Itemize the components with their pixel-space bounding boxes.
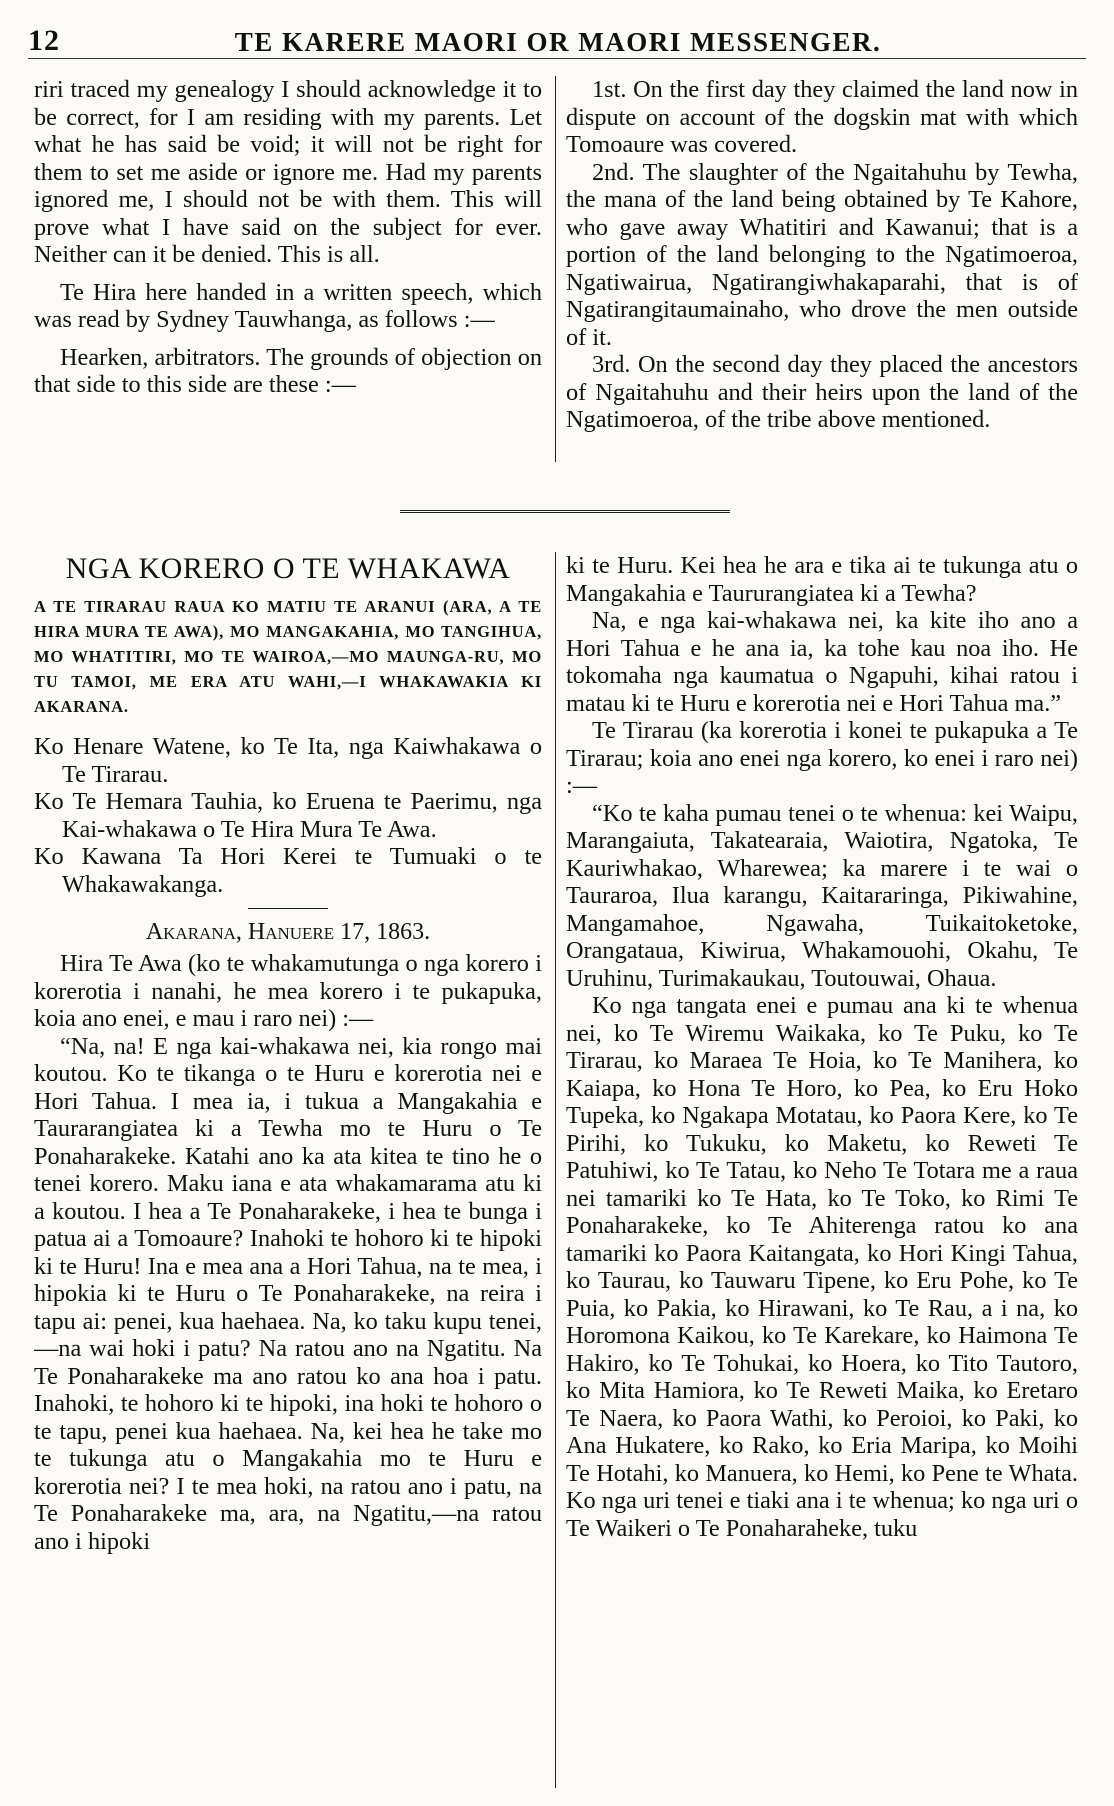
written-speech-paragraph: Te Hira here handed in a written speech, which was read by Sydney Tauwhanga, as follows :— [34,278,542,333]
top-column-divider [555,76,556,462]
top-left-column [34,76,542,466]
genealogy-paragraph: riri traced my genealogy I should acknowledge it to be correct, for I am residing with my parents. Let what he has said be void; it will not be right for them to set me aside or ignore me. Had my parents ignored me, I should not be with them. This will prove what I have said on the subject for ever. Neither can it be denied. This is all. [34,76,542,268]
boundaries-paragraph: “Ko te kaha pumau tenei o te whenua: kei Waipu, Marangaiuta, Takatearaia, Waiotira, Ngatoka, Te Kauriwhakao, Wharewea; ka marere i te wai o Tauraroa, Ilua karangu, Kaitararinga, Pikiwahine, Mangamahoe, Ngawaha, Tuikaitoketoke, Orangataua, Kiwirua, Whakamouohi, Okahu, Te Uruhinu, Turimakaukau, Toutouwai, Ohaua. [566,799,1078,992]
third-ground-paragraph: 3rd. On the second day they placed the ancestors of Ngaitahuhu and their heirs upon the land of the Ngatimoeroa, of the tribe above mentioned. [566,351,1078,433]
dateline: Akarana, Hanuere 17, 1863. [145,919,431,945]
bottom-column-divider [555,552,556,1788]
arbitrators-tirarau: Ko Henare Watene, ko Te Ita, nga Kaiwhakawa o Te Tirarau. [34,733,542,788]
people-paragraph: Ko nga tangata enei e pumau ana ki te whenua nei, ko Te Wiremu Waikaka, ko Te Puku, ko Te Tirarau, ko Maraea Te Hoia, ko Te Manihera, ko Kaiapa, ko Hona Te Horo, ko Pea, ko Eru Hoko Tupeka, ko Ngakapa Motatau, ko Paora Kere, ko Te Pirihi, ko Tukuku, ko Maketu, ko Reweti Te Patuhiwi, ko Te Tatau, ko Neho Te Totara me a raua nei tamariki ko Te Hata, ko Te Toko, ko Rimi Te Ponaharakeke, ko Te Ahiterenga ratou ko ana tamariki ko Paora Kaitangata, ko Hori Kingi Tahua, ko Taurau, ko Tauwaru Tipene, ko Eru Pohe, ko Te Puia, ko Pakia, ko Hirawani, ko Te Rau, a i na, ko Horomona Kaikou, ko Te Karekare, ko Haimona Te Hakiro, ko Te Tohukai, ko Hoera, ko Tito Tautoro, ko Mita Hamiora, ko Te Reweti Maika, ko Eretaro Te Naera, ko Paora Wathi, ko Peroioi, ko Paki, ko Ana Hukatere, ko Rako, ko Eria Maripa, ko Moihi Te Hotahi, ko Manuera, ko Hemi, ko Pene te Whata. Ko nga uri tenei e tiaki ana i te whenua; ko nga uri o Te Waikeri o Te Ponaharaheke, tuku [566,992,1078,1542]
first-ground-paragraph: 1st. On the first day they claimed the land now in dispute on account of the dogskin mat with which Tomoaure was covered. [566,76,1078,158]
section-divider-rule [400,510,730,513]
section-subtitle: A TE TIRARAU RAUA KO MATIU TE ARANUI (ARA, A TE HIRA MURA TE AWA), MO MANGAKAHIA, MO TANGIHUA, MO WHATITIRI, MO TE WAIROA,—MO MAUNGA-RU, MO TU TAMOI, ME ERA ATU WAHI,—I WHAKAWAKIA KI AKARANA. [34,597,542,716]
hira-intro-paragraph: Hira Te Awa (ko te whakamutunga o nga korero i korerotia i nanahi, he mea korero i te pukapuka, koia ano enei, e mau i raro nei) :— [34,950,542,1032]
tirarau-intro-paragraph: Te Tirarau (ka korerotia i konei te pukapuka a Te Tirarau; koia ano enei nga korero, ko enei i raro nei) :— [566,717,1078,799]
section-title: NGA KORERO O TE WHAKAWA [65,552,511,585]
running-title: TE KARERE MAORI OR MAORI MESSENGER. [234,27,882,57]
page-number: 12 [28,24,60,57]
hira-speech-paragraph: “Na, na! E nga kai-whakawa nei, kia rongo mai koutou. Ko te tikanga o te Huru e korerotia nei e Hori Tahua. I mea ia, i tukua a Mangakahia e Taurarangiatea ki a Tewha mo te Huru o Te Ponaharakeke. Katahi ano ka ata kitea te tino he o tenei korero. Maku iana e ata whakamarama atu ki a koutou. I hea a Te Ponaharakeke, i hea te bunga i patua ai a Tomoaure? Inahoki te hohoro ki te hipoki ki te Huru! Ina e mea ana a Hori Tahua, na te mea, i hipokia ki te Huru o Te Ponaharakeke, na reira i tapu ai: penei, kua haehaea. Na, ko taku kupu tenei,—na wai hoki i patu? Na ratou ano na Ngatitu. Na Te Ponaharakeke ma ano ratou ko ana hoa i patu. Inahoki, te hohoro ki te hipoki, ina hoki te hohoro o te tapu, penei kua haehaea. Na, kei hea he take mo te tukunga atu o Mangakahia mo te Huru e korerotia nei? I te mea hoki, na ratou ano i patu, na Te Ponaharakeke ma, ara, na Ngatitu,—na ratou ano i hipoki [34,1032,542,1555]
small-divider [248,908,328,909]
presiding-officer: Ko Kawana Ta Hori Kerei te Tumuaki o te Whakawakanga. [34,843,542,898]
hearken-paragraph: Hearken, arbitrators. The grounds of objection on that side to this side are these :— [34,343,542,398]
arbitrators-hira: Ko Te Hemara Tauhia, ko Eruena te Paerimu, nga Kai-whakawa o Te Hira Mura Te Awa. [34,788,542,843]
huru-continuation: ki te Huru. Kei hea he ara e tika ai te tukunga atu o Mangakahia e Taururangiatea ki a Tewha? [566,552,1078,607]
second-ground-paragraph: 2nd. The slaughter of the Ngaitahuhu by Tewha, the mana of the land being obtained by Te Kahore, who gave away Whatitiri and Kawanui; that is a portion of the land belonging to the Ngatimoeroa, Ngatiwairua, Ngatirangiwhakaparahi, that is of Ngatirangitaumainaho, who drove the men outside of it. [566,158,1078,351]
top-right-column [566,76,1078,466]
maori-right-column [566,552,1078,1792]
hori-tahua-paragraph: Na, e nga kai-whakawa nei, ka kite iho ano a Hori Tahua e he ana ia, ka tohe kau noa iho. He tokomaha nga kaumatua o Ngapuhi, kihai ratou i matau ki te Huru e korerotia nei e Hori Tahua ma.” [566,607,1078,717]
page-header [28,18,1086,59]
maori-left-column [34,552,542,1792]
